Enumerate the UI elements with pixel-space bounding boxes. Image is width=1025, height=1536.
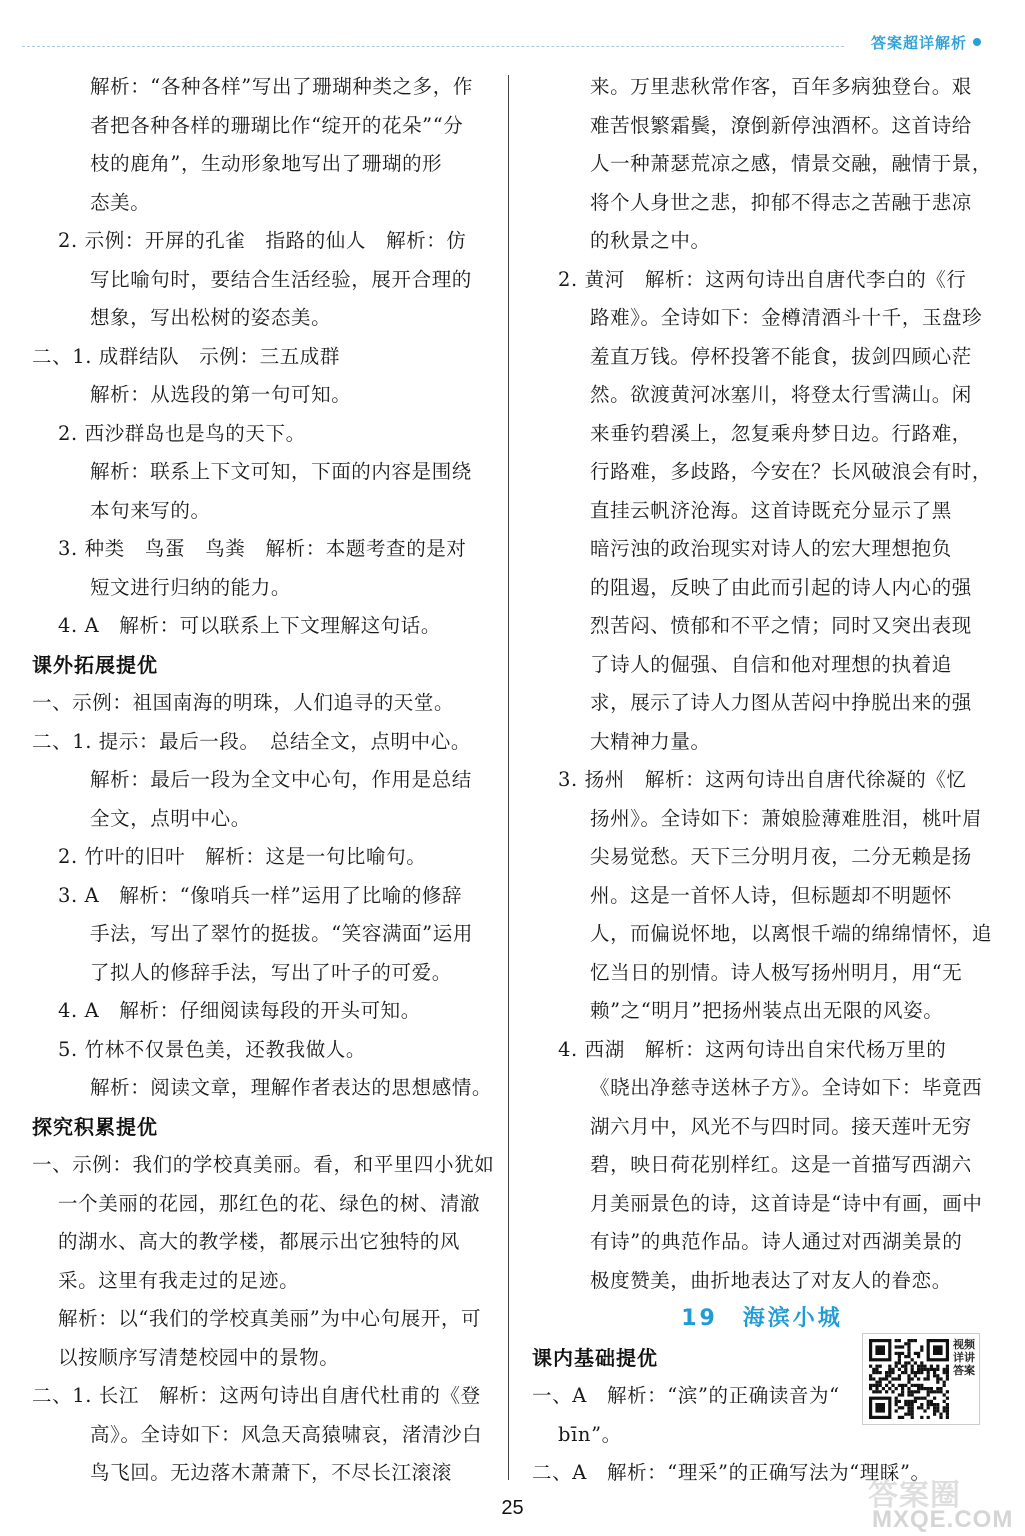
text-line: 赖”之“明月”把扬州装点出无限的风姿。: [590, 999, 944, 1022]
text-line: 4. A 解析：可以联系上下文理解这句话。: [58, 614, 441, 637]
text-line: 了拟人的修辞手法，写出了叶子的可爱。: [90, 960, 452, 984]
qr-code[interactable]: [862, 1333, 980, 1425]
text-line: 者把各种各样的珊瑚比作“绽开的花朵”“分: [90, 113, 464, 137]
text-line: 2. 竹叶的旧叶 解析：这是一句比喻句。: [58, 845, 427, 868]
text-line: 月美丽景色的诗，这首诗是“诗中有画，画中: [590, 1191, 983, 1215]
text-line: 湖六月中，风光不与四时同。接天莲叶无穷: [590, 1114, 972, 1138]
section-heading: 课内基础提优: [532, 1345, 658, 1370]
text-line: 了诗人的倔强、自信和他对理想的执着追: [590, 652, 952, 676]
text-line: 的湖水、高大的教学楼，都展示出它独特的风: [58, 1230, 461, 1253]
section-heading: 探究积累提优: [32, 1114, 158, 1139]
text-line: 烈苦闷、愤郁和不平之情；同时又突出表现: [590, 614, 972, 637]
text-line: 人，而偏说怀地，以离恨千端的绵绵情怀，追: [590, 922, 993, 945]
column-divider: [508, 75, 509, 1480]
text-line: 短文进行归纳的能力。: [90, 575, 292, 599]
text-line: 大精神力量。: [590, 729, 711, 753]
text-line: 想象，写出松树的姿态美。: [90, 306, 332, 329]
text-line: 路难》。全诗如下：金樽清酒斗十千，玉盘珍: [590, 306, 983, 329]
header-label: 答案超详解析: [870, 34, 967, 52]
text-line: 碧，映日荷花别样红。这是一首描写西湖六: [590, 1153, 972, 1176]
text-line: 二、1. 成群结队 示例：三五成群: [32, 344, 341, 368]
left-column: [32, 68, 495, 1493]
text-line: 采。这里有我走过的足迹。: [58, 1268, 300, 1292]
text-line: 忆当日的别情。诗人极写扬州明月，用“无: [590, 960, 963, 984]
text-line: 4. A 解析：仔细阅读每段的开头可知。: [58, 999, 421, 1022]
page-number: 25: [501, 1497, 524, 1519]
text-line: 2. 示例：开屏的孔雀 指路的仙人 解析：仿: [58, 229, 467, 252]
text-line: 3. A 解析：“像哨兵一样”运用了比喻的修辞: [58, 883, 463, 907]
text-line: 来垂钓碧溪上，忽复乘舟梦日边。行路难，: [590, 421, 972, 445]
text-line: 以按顺序写清楚校园中的景物。: [58, 1345, 340, 1369]
text-line: 解析：阅读文章，理解作者表达的思想感情。: [90, 1076, 493, 1099]
text-line: 3. 种类 鸟蛋 鸟粪 解析：本题考查的是对: [58, 537, 467, 560]
watermark-logo: 答案圈: [868, 1478, 961, 1513]
watermark-url: MXQE.COM: [872, 1506, 1014, 1533]
text-line: 一个美丽的花园，那红色的花、绿色的树、清澈: [58, 1191, 481, 1215]
text-line: 羞直万钱。停杯投箸不能食，拔剑四顾心茫: [590, 344, 972, 368]
text-line: 行路难，多歧路，今安在？长风破浪会有时，: [590, 460, 993, 483]
text-line: 解析：“各种各样”写出了珊瑚种类之多，作: [90, 75, 473, 98]
text-line: bīn”。: [558, 1422, 622, 1446]
text-line: 写比喻句时，要结合生活经验，展开合理的: [90, 267, 472, 291]
lesson-title: 19 海滨小城: [681, 1306, 843, 1331]
text-line: 求，展示了诗人力图从苦闷中挣脱出来的强: [590, 691, 972, 714]
text-line: 5. 竹林不仅景色美，还教我做人。: [58, 1037, 367, 1061]
text-line: 本句来写的。: [90, 498, 211, 522]
text-line: 4. 西湖 解析：这两句诗出自宋代杨万里的: [558, 1037, 947, 1061]
qr-caption: 视频详讲答案: [953, 1338, 975, 1377]
text-line: 暗污浊的政治现实对诗人的宏大理想抱负: [590, 537, 952, 560]
text-line: 一、示例：祖国南海的明珠，人们追寻的天堂。: [32, 691, 455, 714]
text-line: 来。万里悲秋常作客，百年多病独登台。艰: [590, 75, 972, 98]
text-line: 鸟飞回。无边落木萧萧下，不尽长江滚滚: [90, 1461, 452, 1484]
text-line: 扬州》。全诗如下：萧娘脸薄难胜泪，桃叶眉: [590, 806, 983, 830]
header-dot-icon: [973, 38, 981, 46]
text-line: 解析：以“我们的学校真美丽”为中心句展开，可: [58, 1307, 482, 1330]
text-line: 解析：从选段的第一句可知。: [90, 383, 352, 406]
text-line: 3. 扬州 解析：这两句诗出自唐代徐凝的《忆: [558, 768, 967, 791]
text-line: 2. 黄河 解析：这两句诗出自唐代李白的《行: [558, 267, 967, 291]
text-line: 《晓出净慈寺送林子方》。全诗如下：毕竟西: [590, 1076, 983, 1099]
text-line: 高》。全诗如下：风急天高猿啸哀，渚清沙白: [90, 1422, 483, 1446]
section-heading: 课外拓展提优: [32, 652, 158, 677]
text-line: 二、1. 长江 解析：这两句诗出自唐代杜甫的《登: [32, 1384, 481, 1407]
text-line: 枝的鹿角”，生动形象地写出了珊瑚的形: [90, 152, 443, 175]
text-line: 州。这是一首怀人诗，但标题却不明题怀: [590, 883, 952, 907]
text-line: 态美。: [90, 190, 151, 214]
text-line: 的秋景之中。: [590, 229, 711, 252]
text-line: 尖易觉愁。天下三分明月夜，二分无赖是扬: [590, 845, 972, 868]
text-line: 二、1. 提示：最后一段。 总结全文，点明中心。: [32, 729, 471, 753]
header-rule: [22, 46, 844, 47]
text-line: 极度赞美，曲折地表达了对友人的眷恋。: [590, 1268, 952, 1292]
text-line: 将个人身世之悲，抑郁不得志之苦融于悲凉: [590, 190, 972, 214]
text-line: 全文，点明中心。: [90, 806, 251, 830]
text-line: 二、A 解析：“理采”的正确写法为“理睬”。: [532, 1461, 931, 1484]
text-line: 有诗”的典范作品。诗人通过对西湖美景的: [590, 1230, 963, 1253]
text-line: 解析：最后一段为全文中心句，作用是总结: [90, 768, 472, 791]
text-line: 解析：联系上下文可知，下面的内容是围绕: [90, 460, 472, 483]
text-line: 一、示例：我们的学校真美丽。看，和平里四小犹如: [32, 1153, 495, 1176]
text-line: 直挂云帆济沧海。这首诗既充分显示了黑: [590, 498, 952, 522]
text-line: 难苦恨繁霜鬓，潦倒新停浊酒杯。这首诗给: [590, 113, 972, 137]
text-line: 手法，写出了翠竹的挺拔。“笑容满面”运用: [90, 922, 473, 945]
text-line: 然。欲渡黄河冰塞川，将登太行雪满山。闲: [590, 383, 972, 406]
text-line: 的阻遏，反映了由此而引起的诗人内心的强: [590, 575, 972, 599]
text-line: 一、A 解析：“滨”的正确读音为“: [532, 1384, 840, 1407]
qr-code-icon: [869, 1339, 949, 1419]
right-column: [532, 68, 992, 1493]
text-line: 2. 西沙群岛也是鸟的天下。: [58, 421, 306, 445]
text-line: 人一种萧瑟荒凉之感，情景交融，融情于景，: [590, 152, 993, 175]
